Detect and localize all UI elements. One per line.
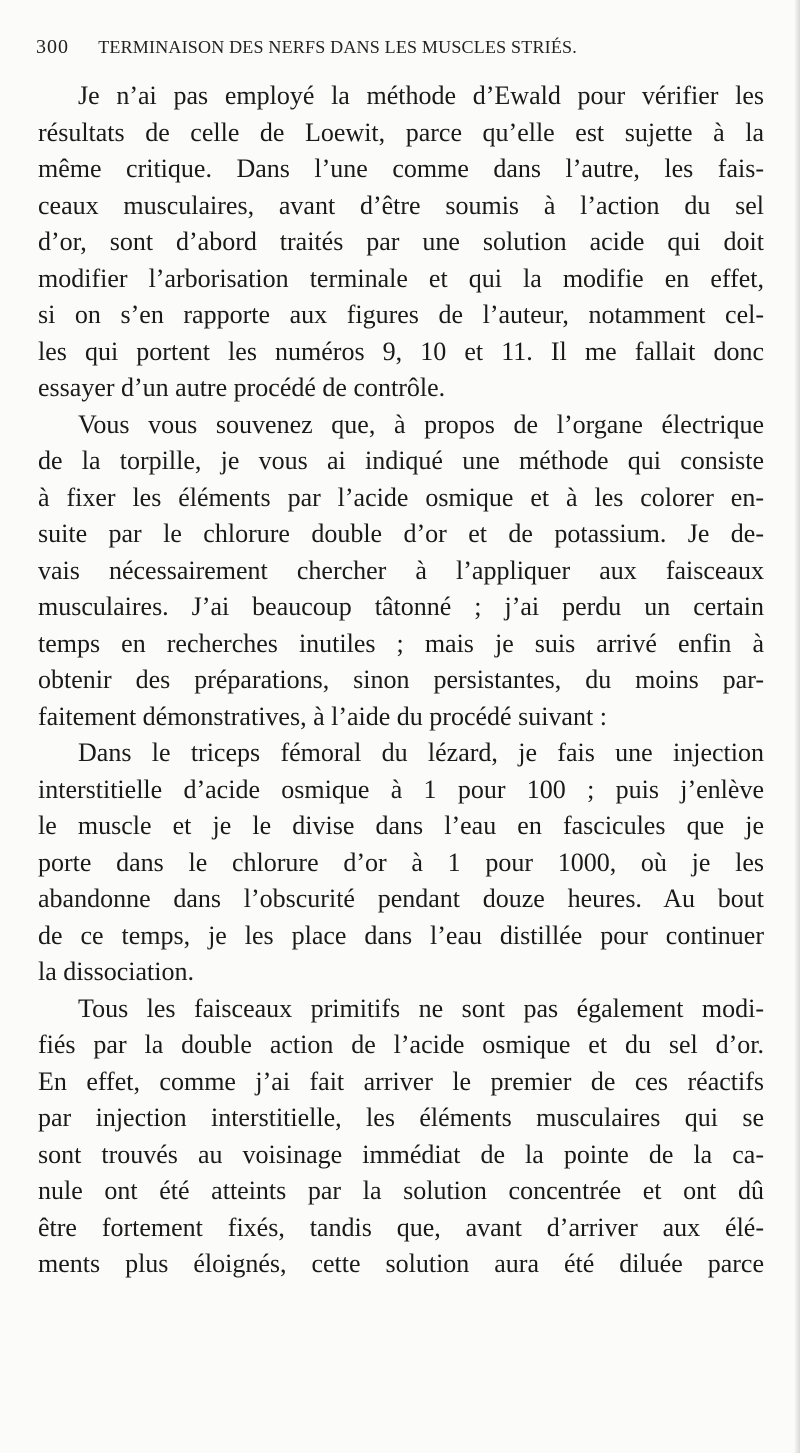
text-line: modifier l’arborisation terminale et qui la modifie en effet, [38,263,764,293]
text-line: faitement démonstratives, à l’aide du procédé suivant : [38,701,607,731]
text-line: ceaux musculaires, avant d’être soumis à l’action du sel [38,190,764,220]
text-line: nule ont été atteints par la solution concentrée et ont dû [38,1176,764,1205]
text-line: à fixer les éléments par l’acide osmique et à les colorer en- [38,482,764,512]
text-line: le muscle et je le divise dans l’eau en fascicules que je [38,811,764,840]
text-line: En effet, comme j’ai fait arriver le premier de ces réactifs [38,1066,764,1096]
body-text [38,78,764,1283]
text-line: Je n’ai pas employé la méthode d’Ewald pour vérifier les [78,81,764,110]
text-line: Dans le triceps fémoral du lézard, je fais une injection [78,738,764,767]
text-line: vais nécessairement chercher à l’appliquer aux faisceaux [38,555,764,585]
running-title: TERMINAISON DES NERFS DANS LES MUSCLES STRIÉS. [98,37,577,57]
text-line: par injection interstitielle, les éléments musculaires qui se [38,1103,764,1132]
text-line: abandonne dans l’obscurité pendant douze heures. Au bout [38,884,764,913]
text-line: de ce temps, je les place dans l’eau distillée pour continuer [38,920,764,950]
text-line: d’or, sont d’abord traités par une solution acide qui doit [38,227,764,256]
text-line: ments plus éloignés, cette solution aura été diluée parce [38,1249,764,1278]
text-line: si on s’en rapporte aux figures de l’auteur, notamment cel- [38,300,764,329]
text-line: Vous vous souvenez que, à propos de l’organe électrique [78,409,764,439]
text-line: temps en recherches inutiles ; mais je suis arrivé enfin à [38,628,764,658]
text-line: résultats de celle de Loewit, parce qu’elle est sujette à la [38,117,764,147]
text-line: porte dans le chlorure d’or à 1 pour 1000, où je les [38,847,764,877]
text-line: suite par le chlorure double d’or et de potassium. Je de- [38,519,764,548]
text-line: fiés par la double action de l’acide osmique et du sel d’or. [38,1030,764,1059]
text-line: essayer d’un autre procédé de contrôle. [38,373,446,402]
text-line: être fortement fixés, tandis que, avant d’arriver aux élé- [38,1212,764,1242]
text-line: musculaires. J’ai beaucoup tâtonné ; j’ai perdu un certain [38,592,764,621]
text-line: obtenir des préparations, sinon persistantes, du moins par- [38,665,764,694]
text-line: sont trouvés au voisinage immédiat de la pointe de la ca- [38,1139,764,1169]
text-line: même critique. Dans l’une comme dans l’autre, les fais- [38,154,764,183]
page-edge-shadow [794,0,800,1453]
page-number: 300 [36,36,69,58]
text-line: Tous les faisceaux primitifs ne sont pas également modi- [78,993,764,1023]
running-head [36,36,776,68]
text-line: les qui portent les numéros 9, 10 et 11. Il me fallait donc [38,336,764,366]
text-line: interstitielle d’acide osmique à 1 pour 100 ; puis j’enlève [38,774,764,804]
text-line: de la torpille, je vous ai indiqué une méthode qui consiste [38,446,764,475]
text-line: la dissociation. [38,957,194,986]
